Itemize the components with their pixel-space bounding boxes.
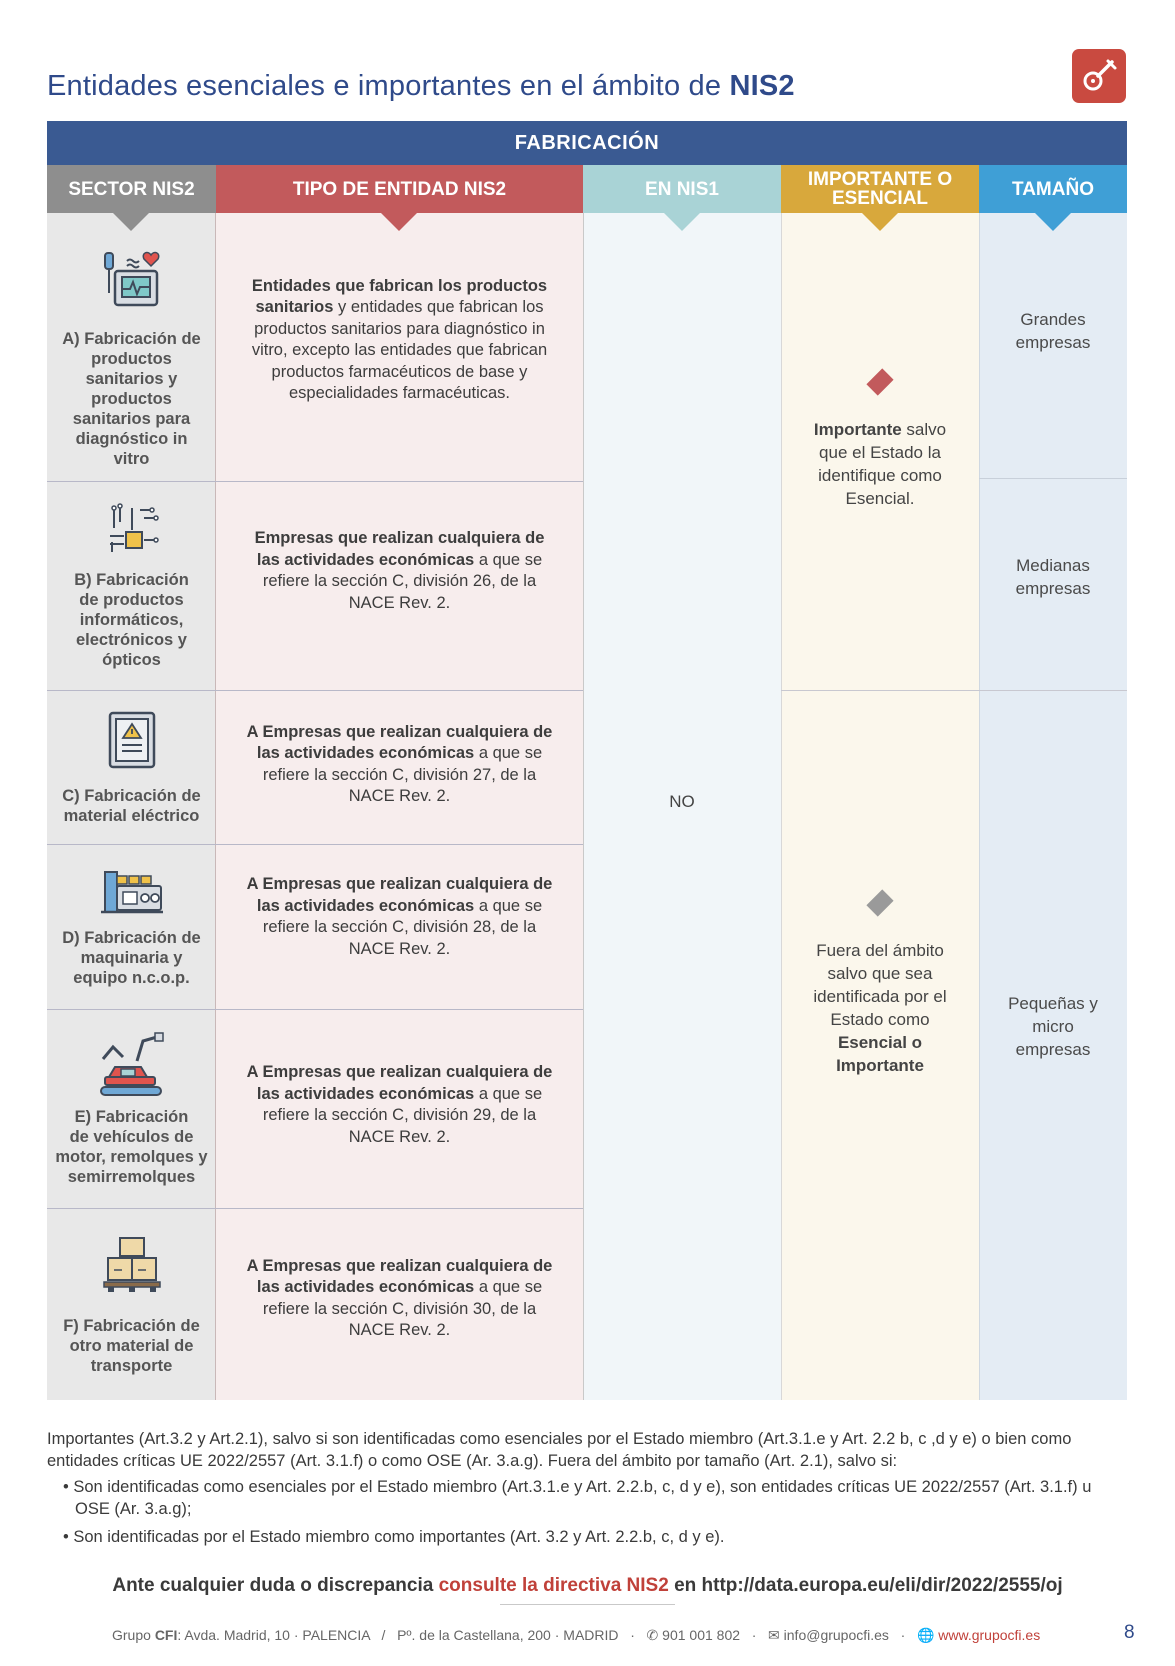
notes-bullet-2: • Son identificadas por el Estado miembro como importantes (Art. 3.2 y Art. 2.2.b, c, d y e). [63, 1528, 725, 1546]
header-importante-line2: ESENCIAL [831, 188, 929, 209]
tipo-cell-f: A Empresas que realizan cualquiera de las actividades económicas a que se refiere la sección C, división 30, de la NACE Rev. 2. [246, 1256, 553, 1339]
website-link[interactable]: www.grupocfi.es [938, 1627, 1041, 1643]
footer: Grupo CFI: Avda. Madrid, 10 · PALENCIA / Pº. de la Castellana, 200 · MADRID · ✆ 901 001 802 · ✉ info@grupocfi.es · 🌐 www.grupocfi.es [112, 1627, 1041, 1643]
header-importante [781, 165, 979, 213]
tipo-cell-e: A Empresas que realizan cualquiera de las actividades económicas a que se refiere la sección C, división 29, de la NACE Rev. 2. [246, 1063, 553, 1146]
diamond-marker-grey [866, 889, 893, 916]
mail-icon: ✉ [768, 1627, 780, 1643]
diamond-marker-red [866, 368, 893, 395]
guitar-icon [1072, 49, 1126, 103]
header-arrow [113, 213, 149, 231]
industrial-machine-icon [99, 866, 165, 916]
importante-cell-top: Importante salvo que el Estado la identifique como Esencial. [781, 213, 979, 690]
tipo-cell-d: A Empresas que realizan cualquiera de las actividades económicas a que se refiere la sección C, división 28, de la NACE Rev. 2. [246, 875, 553, 958]
tipo-cell-b: Empresas que realizan cualquiera de las actividades económicas a que se refiere la sección C, división 26, de la NACE Rev. 2. [254, 529, 545, 612]
sector-band-title: FABRICACIÓN [47, 121, 1127, 165]
importante-cell-bottom: Fuera del ámbito salvo que sea identificada por el Estado como Esencial o Importante [781, 691, 979, 1400]
circuit-chip-icon [104, 502, 160, 558]
notes-bullet-1: • Son identificadas como esenciales por el Estado miembro (Art.3.1.e y Art. 2.2.b, c, d y e), son entidades críticas UE 2022/2557 (Art. 3.1.f) u OSE (Ar. 3.a.g); [63, 1478, 1092, 1518]
tipo-cell-c: A Empresas que realizan cualquiera de las actividades económicas a que se refiere la sección C, división 27, de la NACE Rev. 2. [246, 722, 553, 805]
email-link[interactable]: info@grupocfi.es [783, 1627, 889, 1643]
medical-monitor-icon [97, 245, 167, 315]
header-tipo: TIPO DE ENTIDAD NIS2 [216, 165, 583, 213]
sector-label-c: C) Fabricación de material eléctrico [62, 786, 201, 825]
sector-label-a: A) Fabricación de productos sanitarios y productos sanitarios para diagnóstico in vitro [62, 330, 201, 468]
header-tamano: TAMAÑO [979, 165, 1127, 213]
sector-cell-d [47, 845, 216, 1009]
directive-call-to-action: Ante cualquier duda o discrepancia consulte la directiva NIS2 en http://data.europa.eu/eli/dir/2022/2555/oj [112, 1575, 1063, 1596]
sector-label-d: D) Fabricación de maquinaria y equipo n.c.o.p. [62, 929, 201, 987]
size-medianas: Medianas empresas [1015, 555, 1091, 598]
tipo-cell-a: Entidades que fabrican los productos sanitarios y entidades que fabrican los productos sanitarios para diagnóstico in vitro, excepto las entidades que fabrican productos farmacéuticos de base y especialidades farmacéuticas. [251, 276, 548, 402]
sector-cell-b [47, 482, 216, 690]
entities-table [47, 121, 1127, 1400]
phone-number[interactable]: 901 001 802 [662, 1627, 741, 1643]
sector-label-e: E) Fabricación de vehículos de motor, remolques y semirremolques [55, 1108, 208, 1186]
size-grandes: Grandes empresas [1015, 309, 1091, 352]
sector-cell-e [47, 1010, 216, 1208]
sector-cell-c [47, 691, 216, 844]
nis1-value: NO [669, 791, 695, 811]
company-name: CFI [154, 1627, 178, 1643]
brand-logo [1072, 49, 1126, 103]
legal-notes [47, 1428, 1127, 1548]
boxes-pallet-icon [102, 1234, 162, 1294]
sector-cell-f [47, 1209, 216, 1400]
car-assembly-robot-icon [97, 1031, 167, 1097]
directive-link[interactable]: consulte la directiva NIS2 [438, 1575, 669, 1596]
sector-label-f: F) Fabricación de otro material de transporte [63, 1316, 200, 1375]
sector-label-b: B) Fabricación de productos informáticos, electrónicos y ópticos [74, 571, 189, 669]
sector-cell-a [47, 239, 216, 481]
globe-icon: 🌐 [916, 1627, 935, 1643]
page-title: Entidades esenciales e importantes en el ámbito de NIS2 [47, 70, 795, 102]
header-sector: SECTOR NIS2 [47, 165, 216, 213]
phone-icon: ✆ [646, 1627, 659, 1643]
notes-paragraph: Importantes (Art.3.2 y Art.2.1), salvo si son identificadas como esenciales por el Estado miembro (Art.3.1.e y Art. 2.2 b, c ,d y e) o bien como entidades críticas UE 2022/2557 (Art. 3.1.f) o como OSE (Ar. 3.a.g). Fuera del ámbito por tamaño (Art. 2.1), salvo si: [47, 1430, 1072, 1470]
header-importante-line1: IMPORTANTE O [807, 169, 953, 190]
footer-divider [500, 1604, 675, 1605]
header-nis1: EN NIS1 [583, 165, 781, 213]
page-number: 8 [1124, 1622, 1135, 1643]
size-pequenas: Pequeñas y micro empresas [1008, 994, 1098, 1059]
electrical-panel-icon [107, 710, 157, 770]
header-arrow [381, 213, 417, 231]
